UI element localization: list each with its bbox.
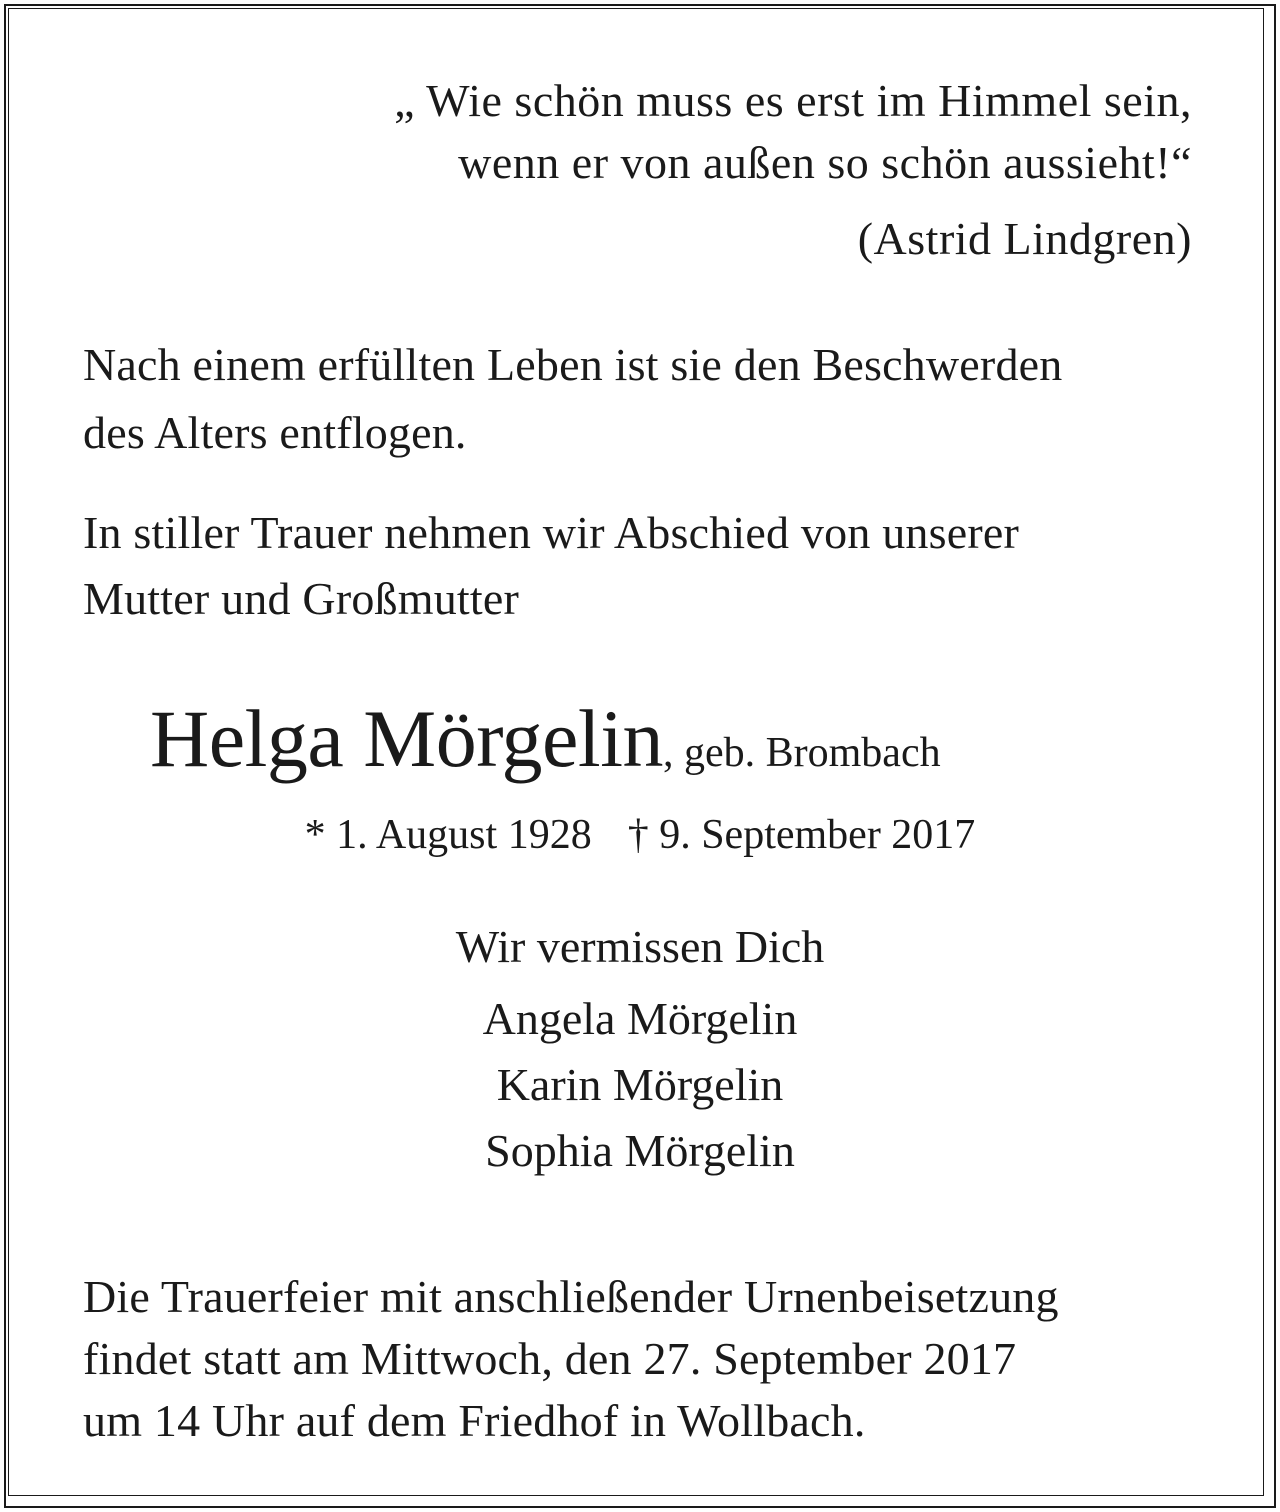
service-line-1: Die Trauerfeier mit anschließender Urnenbeisetzung — [83, 1271, 1059, 1322]
deceased-name: Helga Mörgelin — [150, 693, 663, 784]
death-date: † 9. September 2017 — [627, 812, 976, 858]
quote-line-1: „ Wie schön muss es erst im Himmel sein, — [394, 75, 1192, 126]
service-line-3: um 14 Uhr auf dem Friedhof in Wollbach. — [83, 1395, 866, 1446]
mourner-name-3: Sophia Mörgelin — [485, 1125, 795, 1176]
quote-line-2: wenn er von außen so schön aussieht!“ — [458, 137, 1192, 188]
farewell-line-1: In stiller Trauer nehmen wir Abschied von unserer — [83, 507, 1019, 558]
life-dates — [0, 814, 1280, 856]
intro-line-2: des Alters entflogen. — [83, 407, 467, 458]
mourners-heading: Wir vermissen Dich — [455, 921, 825, 972]
intro-line-1: Nach einem erfüllten Leben ist sie den Beschwerden — [83, 339, 1063, 390]
deceased-birth-name: , geb. Brombach — [663, 730, 941, 776]
quote-author: (Astrid Lindgren) — [857, 213, 1192, 264]
mourner-name-1: Angela Mörgelin — [482, 993, 798, 1044]
mourner-name-2: Karin Mörgelin — [496, 1059, 784, 1110]
deceased-name-block — [150, 693, 941, 784]
service-line-2: findet statt am Mittwoch, den 27. September 2017 — [83, 1333, 1017, 1384]
farewell-line-2: Mutter und Großmutter — [83, 573, 520, 624]
birth-date: * 1. August 1928 — [304, 812, 592, 858]
